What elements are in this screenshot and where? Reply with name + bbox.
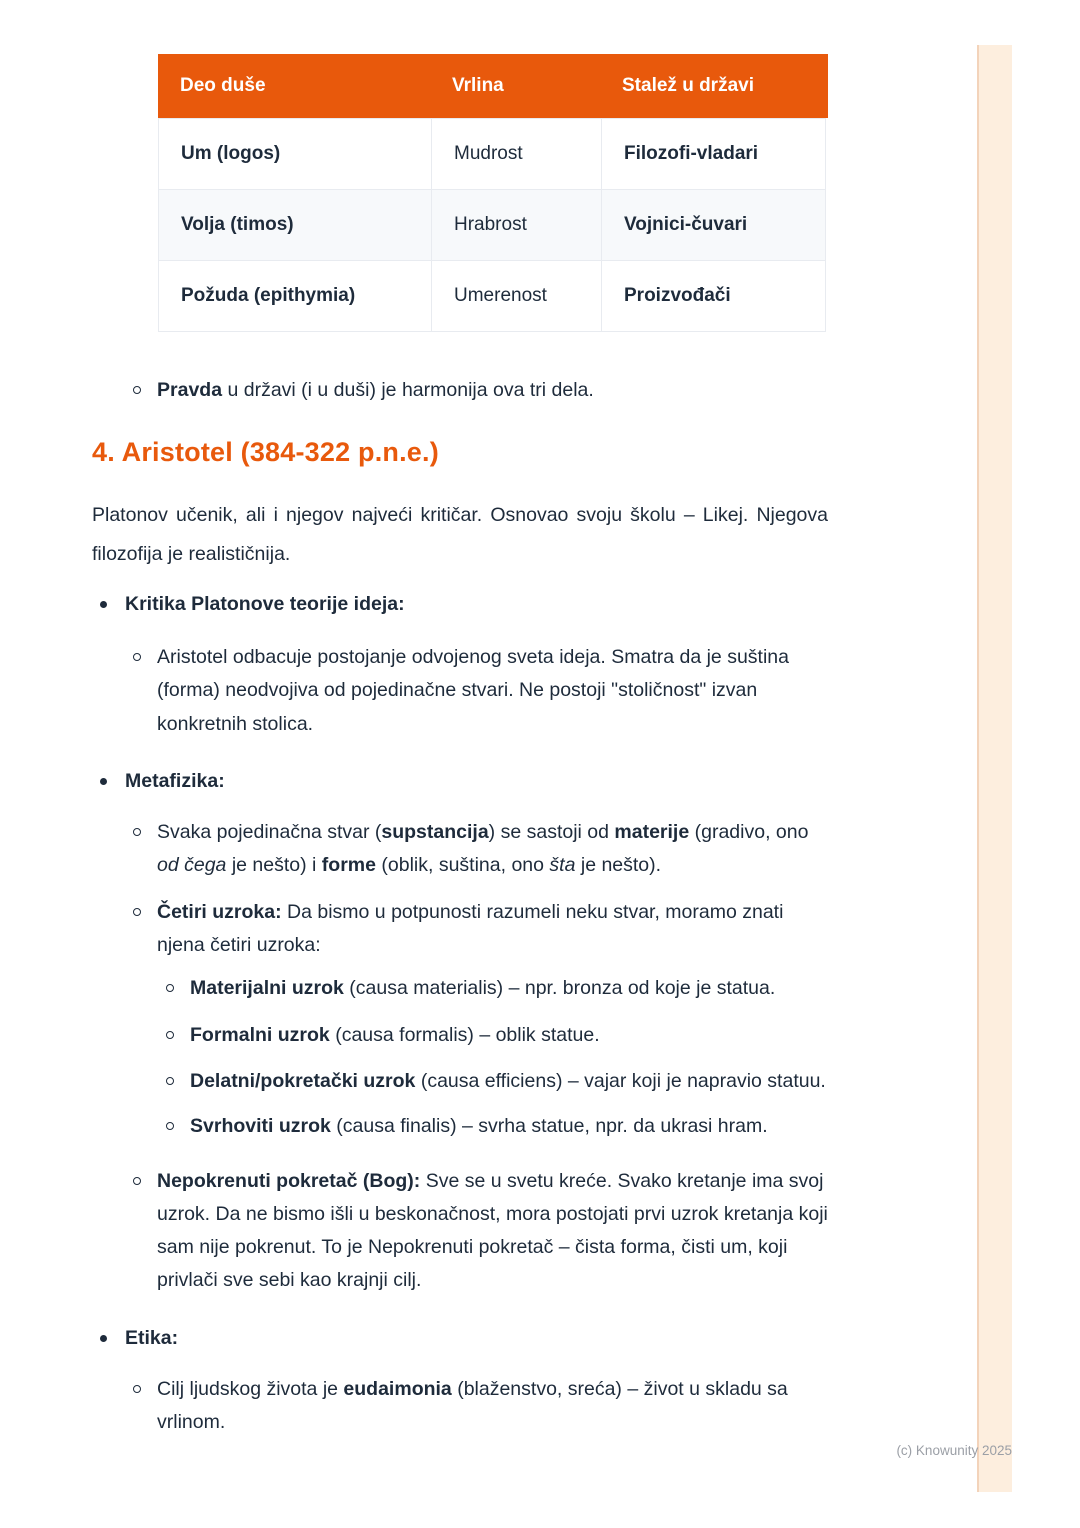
list-item-text xyxy=(190,1065,828,1098)
disc-bullet-icon xyxy=(100,601,107,608)
circle-bullet-icon xyxy=(166,1031,174,1039)
text-run: ) se sastoji od xyxy=(488,820,615,843)
list-item-supstancija xyxy=(92,816,828,882)
text-run: Materijalni uzrok xyxy=(190,977,344,1000)
copyright-note: (c) Knowunity 2025 xyxy=(896,1443,1012,1458)
table-row xyxy=(159,260,825,331)
circle-bullet-icon xyxy=(133,1177,141,1185)
list-item-text xyxy=(157,896,828,962)
text-run: (blaženstvo, sreća) – život u skladu sa vrlinom. xyxy=(157,1377,788,1433)
text-run: supstancija xyxy=(381,820,489,843)
circle-bullet-icon xyxy=(133,386,141,394)
text-run: forme xyxy=(321,853,376,876)
text-run: Svaka pojedinačna stvar ( xyxy=(157,820,382,843)
soul-parts-table xyxy=(158,54,826,332)
disc-bullet-icon xyxy=(100,778,107,785)
table-cell: Vojnici-čuvari xyxy=(601,190,827,260)
list-item-text: Metafizika: xyxy=(125,769,225,792)
list-item-text xyxy=(157,374,828,407)
text-run: (causa efficiens) – vajar koji je napravio statuu. xyxy=(415,1069,826,1092)
text-run: (gradivo, ono xyxy=(689,820,809,843)
list-item-text: Etika: xyxy=(125,1326,179,1349)
text-run: je nešto) i xyxy=(226,853,322,876)
list-item-etika-title xyxy=(92,1322,828,1355)
list-item-cetiri-uzroka xyxy=(92,896,828,962)
text-run: Delatni/pokretački uzrok xyxy=(190,1069,416,1092)
table-cell: Volja (timos) xyxy=(181,214,294,235)
circle-bullet-icon xyxy=(166,1122,174,1130)
table-header-cell: Vrlina xyxy=(452,75,504,96)
list-item-text xyxy=(190,972,828,1005)
text-run: materije xyxy=(614,820,690,843)
table-cell: Mudrost xyxy=(431,119,601,189)
disc-bullet-icon xyxy=(100,1335,107,1342)
text-run: u državi (i u duši) je harmonija ova tri dela. xyxy=(222,379,594,401)
list-item-eudaimonia xyxy=(92,1373,828,1439)
circle-bullet-icon xyxy=(133,1385,141,1393)
list-item-kritika-title xyxy=(92,588,828,621)
text-run: (oblik, suština, ono xyxy=(375,853,550,876)
text-run: od čega xyxy=(157,853,227,876)
list-item-materijalni-uzrok xyxy=(92,972,828,1005)
table-cell: Um (logos) xyxy=(181,143,281,164)
list-item-formalni-uzrok xyxy=(92,1019,828,1052)
table-header-row xyxy=(158,54,828,118)
table-row xyxy=(159,118,825,189)
document-content xyxy=(92,55,828,1439)
text-run: je nešto). xyxy=(575,853,662,876)
text-run: Svrhoviti uzrok xyxy=(190,1114,331,1137)
circle-bullet-icon xyxy=(166,984,174,992)
circle-bullet-icon xyxy=(166,1077,174,1085)
circle-bullet-icon xyxy=(133,653,141,661)
table-cell: Požuda (epithymia) xyxy=(181,285,356,306)
list-item-nepokrenuti-pokretac xyxy=(92,1165,828,1298)
text-run: Cilj ljudskog života je xyxy=(157,1377,344,1400)
list-item-text xyxy=(157,1165,828,1298)
list-item-text xyxy=(190,1019,828,1052)
text-run: Sve se u svetu kreće. Svako kretanje ima svoj uzrok. Da ne bismo išli u beskonačnost, mora postojati prvi uzrok kretanja koji sam nije pokrenut. To je Nepokrenuti pokretač – čista forma, čisti um, koji privlači sve sebi kao krajnji cilj. xyxy=(157,1169,828,1292)
list-item-text xyxy=(190,1110,828,1143)
text-run: Nepokrenuti pokretač (Bog): xyxy=(157,1169,421,1192)
table-cell: Filozofi-vladari xyxy=(601,119,827,189)
circle-bullet-icon xyxy=(133,908,141,916)
list-item-kritika-body xyxy=(92,641,828,740)
text-run: šta xyxy=(549,853,576,876)
text-run: (causa materialis) – npr. bronza od koje je statua. xyxy=(343,977,776,1000)
table-row xyxy=(159,189,825,260)
intro-paragraph: Platonov učenik, ali i njegov najveći kritičar. Osnovao svoju školu – Likej. Njegova filozofija je realističnija. xyxy=(92,504,828,566)
list-item-delatni-uzrok xyxy=(92,1065,828,1098)
list-item-text xyxy=(157,816,828,882)
text-run: (causa formalis) – oblik statue. xyxy=(329,1023,600,1046)
table-cell: Hrabrost xyxy=(431,190,601,260)
text-run: Da bismo u potpunosti razumeli neku stvar, moramo znati njena četiri uzroka: xyxy=(157,901,784,957)
page-edge-decoration xyxy=(977,45,1012,1492)
table-cell: Umerenost xyxy=(431,261,601,331)
list-item-svrhoviti-uzrok xyxy=(92,1110,828,1143)
text-run: (causa finalis) – svrha statue, npr. da ukrasi hram. xyxy=(330,1114,768,1137)
text-run: Pravda xyxy=(157,379,223,401)
list-item-text: Kritika Platonove teorije ideja: xyxy=(125,593,405,616)
section-heading: 4. Aristotel (384-322 p.n.e.) xyxy=(92,437,439,468)
table-header-cell: Deo duše xyxy=(180,75,266,96)
list-item-text xyxy=(157,1373,828,1439)
table-cell: Proizvođači xyxy=(601,261,827,331)
text-run: Formalni uzrok xyxy=(190,1023,330,1046)
text-run: Četiri uzroka: xyxy=(157,901,282,924)
list-item-pravda xyxy=(92,374,828,407)
text-run: eudaimonia xyxy=(343,1377,452,1400)
list-item-metafizika-title xyxy=(92,765,828,798)
table-header-cell: Stalež u državi xyxy=(622,75,754,96)
list-item-text: Aristotel odbacuje postojanje odvojenog sveta ideja. Smatra da je suština (forma) neodvojiva od pojedinačne stvari. Ne postoji "stoličnost" izvan konkretnih stolica. xyxy=(157,646,789,735)
circle-bullet-icon xyxy=(133,828,141,836)
